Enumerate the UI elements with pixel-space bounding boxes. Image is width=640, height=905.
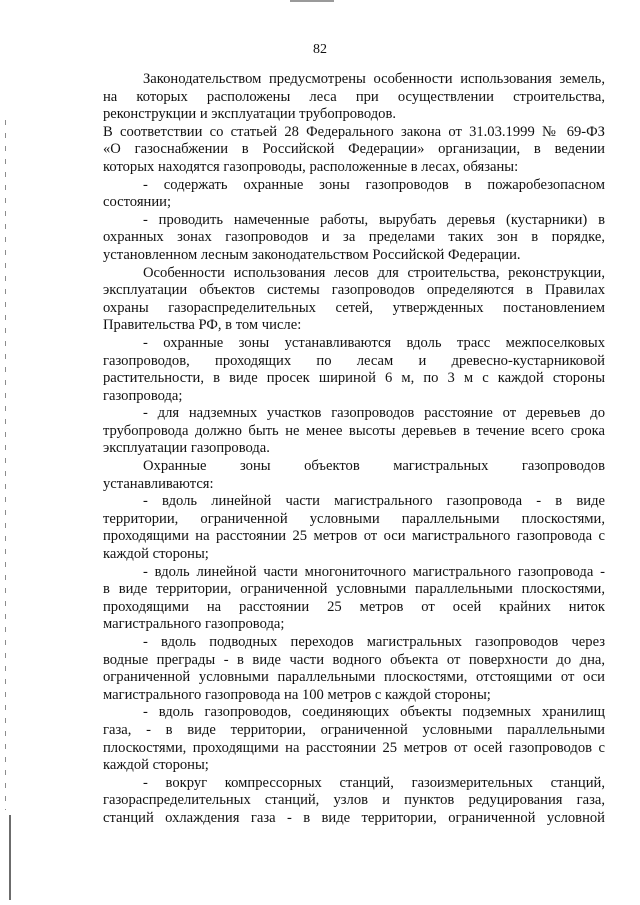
text-line: Правительства РФ, в том числе:	[103, 317, 302, 334]
text-line: - проводить намеченные работы, вырубать деревья (кустарники) в	[143, 211, 605, 228]
text-line: установленном лесным законодательством Российской Федерации.	[103, 246, 521, 263]
text-line: В соответствии со статьей 28 Федерального закона от 31.03.1999 № 69-ФЗ	[103, 123, 605, 140]
text-line: растительности, в виде просек шириной 6 м, по 3 м с каждой стороны	[103, 370, 605, 387]
text-line: проходящими на расстоянии 25 метров от осей крайних ниток	[103, 598, 605, 615]
text-line: - вдоль линейной части многониточного магистрального газопровода -	[143, 563, 605, 580]
text-line: газораспределительных станций, узлов и пунктов редуцирования газа,	[103, 792, 605, 809]
scan-artifact-left-edge	[5, 120, 6, 810]
text-line: плоскостями, проходящими на расстоянии 25 метров от осей газопроводов с	[103, 739, 605, 756]
text-line: охранных зонах газопроводов и за пределами таких зон в порядке,	[103, 229, 605, 246]
text-line: территории, ограниченной условными параллельными плоскостями,	[103, 510, 605, 527]
text-line: магистрального газопровода на 100 метров с каждой стороны;	[103, 686, 491, 703]
text-line: реконструкции и эксплуатации трубопроводов.	[103, 106, 396, 123]
text-line: Охранные зоны объектов магистральных газопроводов	[143, 458, 605, 475]
text-line: Особенности использования лесов для строительства, реконструкции,	[143, 264, 605, 281]
text-line: Законодательством предусмотрены особенности использования земель,	[143, 71, 605, 87]
scan-artifact-top	[290, 0, 334, 2]
text-line: охраны газораспределительных сетей, утвержденных постановлением	[103, 299, 605, 316]
text-line: проходящими на расстоянии 25 метров от оси магистрального газопровода с	[103, 528, 605, 545]
page-number: 82	[313, 42, 327, 57]
text-line: - охранные зоны устанавливаются вдоль трасс межпоселковых	[143, 334, 605, 351]
text-line: - вдоль газопроводов, соединяющих объекты подземных хранилищ	[143, 704, 605, 721]
text-line: состоянии;	[103, 194, 172, 211]
text-line: каждой стороны;	[103, 546, 209, 563]
text-line: - вокруг компрессорных станций, газоизмерительных станций,	[143, 774, 605, 791]
text-line: трубопровода должно быть не менее высоты деревьев в течение всего срока	[103, 422, 605, 439]
scan-artifact-left-edge-lower	[9, 815, 11, 900]
text-line: - для надземных участков газопроводов расстояние от деревьев до	[143, 405, 605, 422]
document-body	[103, 71, 605, 828]
text-line: магистрального газопровода;	[103, 616, 285, 633]
text-line: на которых расположены леса при осуществлении строительства,	[103, 88, 605, 105]
text-line: - содержать охранные зоны газопроводов в пожаробезопасном	[143, 176, 605, 193]
text-line: газопроводов, проходящих по лесам и древесно-кустарниковой	[103, 352, 605, 369]
text-line: газа, - в виде территории, ограниченной условными параллельными	[103, 721, 605, 738]
text-line: устанавливаются:	[103, 475, 214, 492]
text-line: в виде территории, ограниченной условными параллельными плоскостями,	[103, 581, 605, 598]
text-line: - вдоль линейной части магистрального газопровода - в виде	[143, 493, 605, 510]
text-line: которых находятся газопроводы, расположенные в лесах, обязаны:	[103, 158, 519, 175]
text-line: «О газоснабжении в Российской Федерации» организации, в ведении	[103, 141, 605, 158]
text-line: газопровода;	[103, 387, 183, 404]
text-line: - вдоль подводных переходов магистральных газопроводов через	[143, 634, 605, 650]
text-line: станций охлаждения газа - в виде территории, ограниченной условной	[103, 809, 605, 826]
text-line: водные преграды - в виде части водного объекта от поверхности до дна,	[103, 651, 605, 668]
text-line: ограниченной условными параллельными плоскостями, отстоящими от оси	[103, 669, 605, 686]
text-line: эксплуатации газопровода.	[103, 440, 270, 457]
text-line: эксплуатации объектов системы газопроводов определяются в Правилах	[103, 282, 605, 299]
text-line: каждой стороны;	[103, 757, 209, 774]
